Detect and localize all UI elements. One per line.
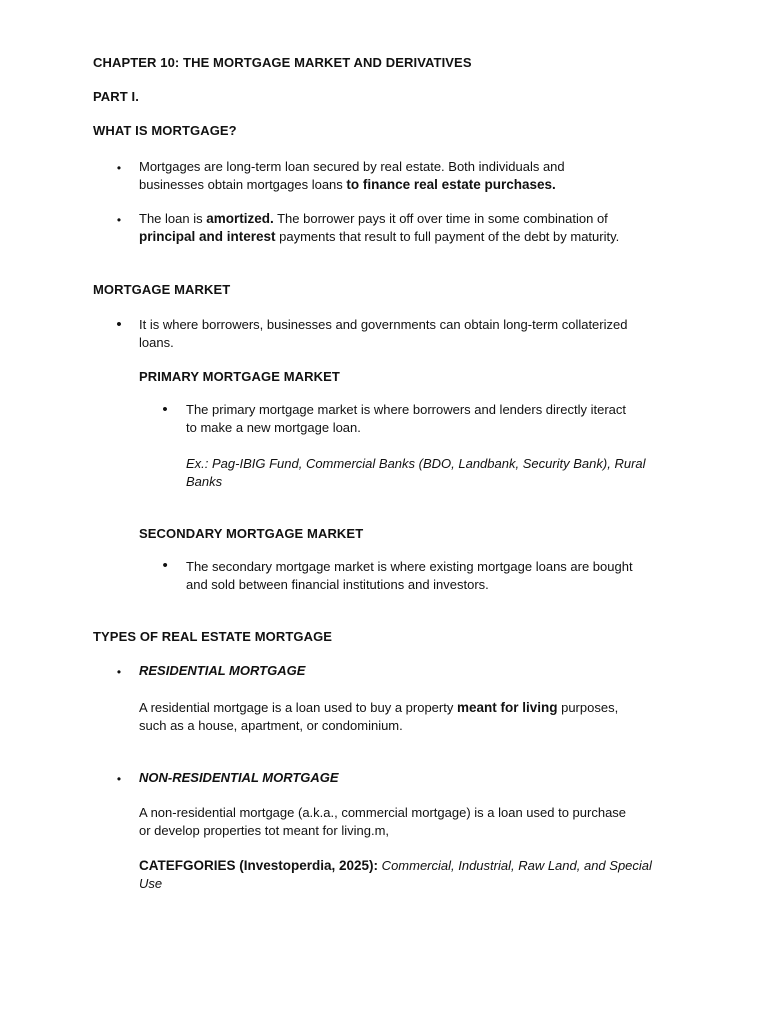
what-is-bullet-1-text: businesses obtain mortgages loans <box>139 177 347 192</box>
primary-market-bullet <box>186 401 706 437</box>
bullet-marker: • <box>116 772 122 786</box>
residential-mortgage-description <box>139 699 699 735</box>
what-is-bullet-1 <box>139 158 699 194</box>
residential-line1 <box>139 699 699 717</box>
secondary-market-line1: The secondary mortgage market is where existing mortgage loans are bought <box>186 559 633 574</box>
primary-market-example-line2: Banks <box>186 474 223 489</box>
what-is-bullet-2-bold1: amortized. <box>206 211 274 226</box>
residential-text1: A residential mortgage is a loan used to buy a property <box>139 700 457 715</box>
what-is-bullet-2 <box>139 210 699 246</box>
what-is-bullet-2-text1: The loan is <box>139 211 207 226</box>
non-residential-mortgage-title: NON-RESIDENTIAL MORTGAGE <box>139 770 339 785</box>
what-is-bullet-2-line1 <box>139 210 699 228</box>
residential-text2: purposes, <box>557 700 619 715</box>
secondary-market-line2: and sold between financial institutions and investors. <box>186 577 489 592</box>
secondary-market-bullet <box>186 558 706 594</box>
residential-bold: meant for living <box>456 700 558 715</box>
non-residential-line2: or develop properties tot meant for living.m, <box>139 823 390 838</box>
primary-market-examples <box>186 455 706 491</box>
types-heading: TYPES OF REAL ESTATE MORTGAGE <box>93 629 333 644</box>
mortgage-market-bullet <box>139 316 699 352</box>
categories-label: CATEFGORIES (Investoperdia, 2025): <box>139 858 379 873</box>
what-is-bullet-2-line2 <box>139 228 699 246</box>
what-is-bullet-1-bold: to finance real estate purchases. <box>346 177 556 192</box>
residential-mortgage-title: RESIDENTIAL MORTGAGE <box>139 663 306 678</box>
mortgage-market-bullet-line1: It is where borrowers, businesses and governments can obtain long-term collaterized <box>139 317 628 332</box>
residential-line2: such as a house, apartment, or condominium. <box>139 718 403 733</box>
chapter-title: CHAPTER 10: THE MORTGAGE MARKET AND DERIVATIVES <box>93 55 472 70</box>
what-is-bullet-1-line2 <box>139 176 699 194</box>
bullet-marker: • <box>116 213 122 227</box>
categories-line2: Use <box>139 876 163 891</box>
primary-market-line1: The primary mortgage market is where borrowers and lenders directly iteract <box>186 402 627 417</box>
what-is-bullet-1-line1: Mortgages are long-term loan secured by real estate. Both individuals and <box>139 159 565 174</box>
bullet-marker: • <box>162 401 168 418</box>
categories-line1 <box>139 857 699 875</box>
primary-market-example-line1: Ex.: Pag-IBIG Fund, Commercial Banks (BDO, Landbank, Security Bank), Rural <box>186 456 646 471</box>
bullet-marker: • <box>116 316 122 333</box>
categories-list: Commercial, Industrial, Raw Land, and Special <box>378 858 652 873</box>
mortgage-market-heading: MORTGAGE MARKET <box>93 282 231 297</box>
what-is-mortgage-heading: WHAT IS MORTGAGE? <box>93 123 237 138</box>
categories-block <box>139 857 699 893</box>
bullet-marker: • <box>162 557 168 574</box>
primary-market-line2: to make a new mortgage loan. <box>186 420 361 435</box>
non-residential-line1: A non-residential mortgage (a.k.a., commercial mortgage) is a loan used to purchase <box>139 805 627 820</box>
secondary-market-heading: SECONDARY MORTGAGE MARKET <box>139 526 364 541</box>
non-residential-mortgage-description <box>139 804 699 840</box>
what-is-bullet-2-text3: payments that result to full payment of the debt by maturity. <box>275 229 620 244</box>
part-label: PART I. <box>93 89 139 104</box>
mortgage-market-bullet-line2: loans. <box>139 335 174 350</box>
what-is-bullet-2-bold2: principal and interest <box>139 229 276 244</box>
bullet-marker: • <box>116 161 122 175</box>
bullet-marker: • <box>116 665 122 679</box>
primary-market-heading: PRIMARY MORTGAGE MARKET <box>139 369 340 384</box>
what-is-bullet-2-text2: The borrower pays it off over time in some combination of <box>273 211 608 226</box>
